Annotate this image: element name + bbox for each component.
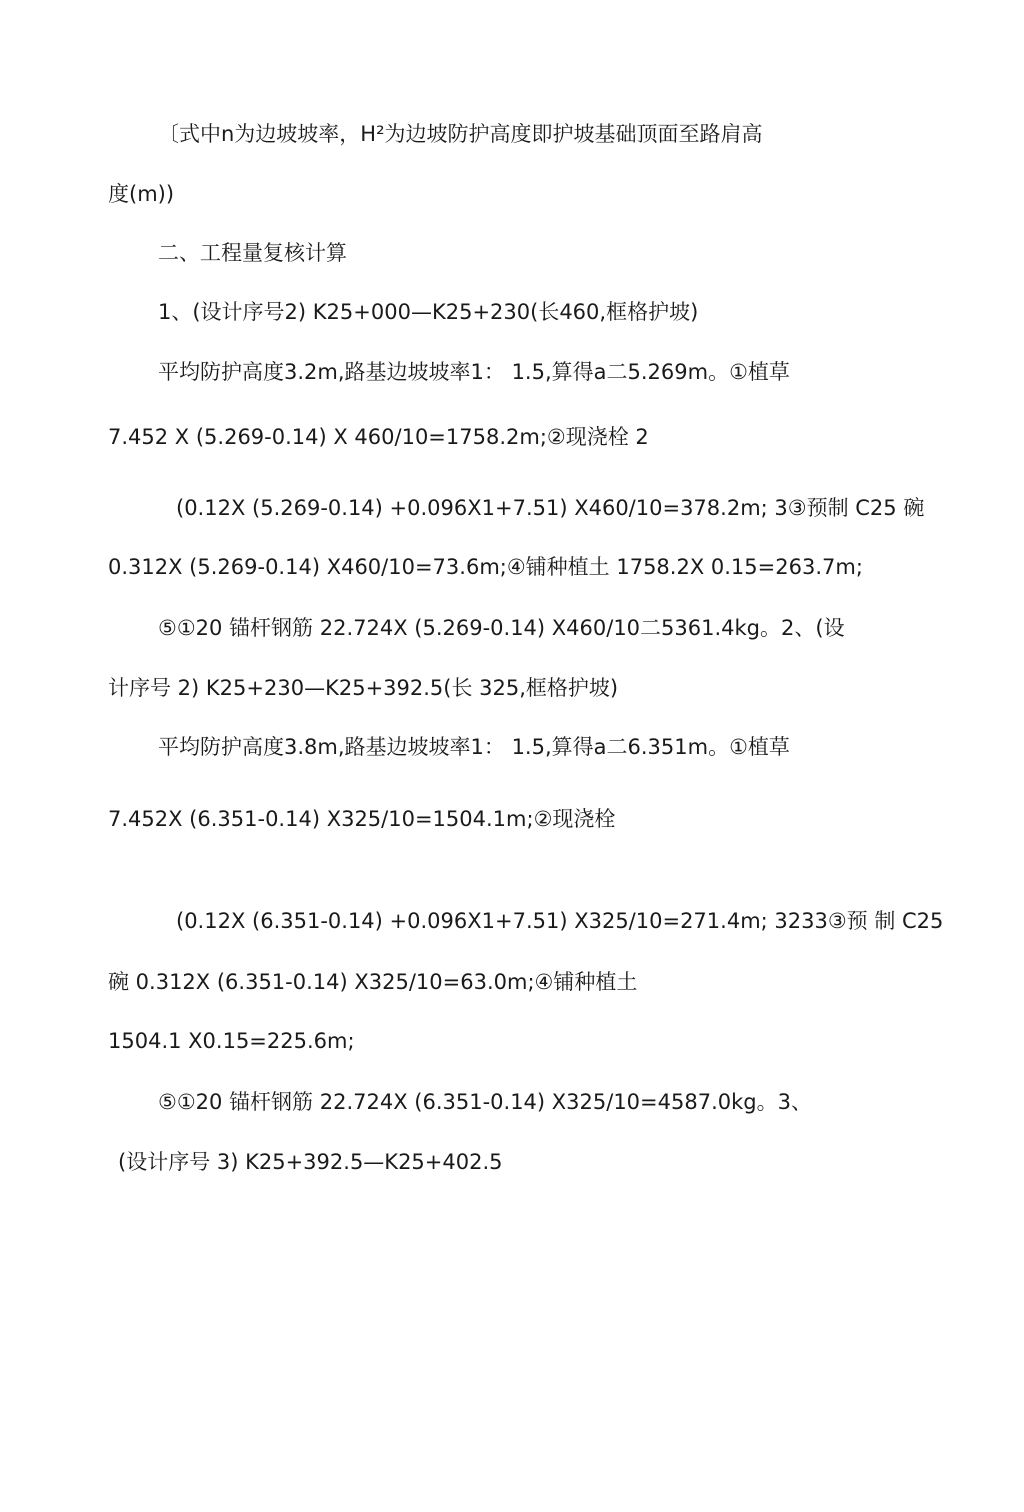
text-line-4: 1、(设计序号2) K25+000—K25+230(长460,框格护坡) bbox=[158, 300, 699, 324]
text-line-7: (0.12X (5.269-0.14) +0.096X1+7.51) X460/10=378.2m; 3③预制 C25 碗 bbox=[176, 496, 925, 520]
text-line-16: ⑤①20 锚杆钢筋 22.724X (6.351-0.14) X325/10=4587.0kg。3、 bbox=[158, 1090, 812, 1114]
text-line-1: 〔式中n为边坡坡率，H²为边坡防护高度即护坡基础顶面至路肩高 bbox=[158, 122, 763, 146]
text-line-10: 计序号 2) K25+230—K25+392.5(长 325,框格护坡) bbox=[108, 676, 619, 700]
text-line-8: 0.312X (5.269-0.14) X460/10=73.6m;④铺种植土 1758.2X 0.15=263.7m; bbox=[108, 555, 863, 579]
text-line-15: 1504.1 X0.15=225.6m; bbox=[108, 1029, 355, 1053]
text-line-6: 7.452 X (5.269-0.14) X 460/10=1758.2m;②现浇栓 2 bbox=[108, 425, 649, 449]
text-line-11: 平均防护高度3.8m,路基边坡坡率1： 1.5,算得a二6.351m。①植草 bbox=[158, 735, 790, 759]
text-line-12: 7.452X (6.351-0.14) X325/10=1504.1m;②现浇栓 bbox=[108, 807, 616, 831]
text-line-14: 碗 0.312X (6.351-0.14) X325/10=63.0m;④铺种植土 bbox=[108, 970, 638, 994]
text-line-2: 度(m)) bbox=[108, 182, 175, 206]
section-heading: 二、工程量复核计算 bbox=[158, 241, 347, 265]
text-line-17: (设计序号 3) K25+392.5—K25+402.5 bbox=[118, 1150, 503, 1174]
text-line-13: (0.12X (6.351-0.14) +0.096X1+7.51) X325/10=271.4m; 3233③预 制 C25 bbox=[176, 909, 944, 933]
text-line-5: 平均防护高度3.2m,路基边坡坡率1： 1.5,算得a二5.269m。①植草 bbox=[158, 360, 790, 384]
text-line-9: ⑤①20 锚杆钢筋 22.724X (5.269-0.14) X460/10二5361.4kg。2、(设 bbox=[158, 616, 845, 640]
